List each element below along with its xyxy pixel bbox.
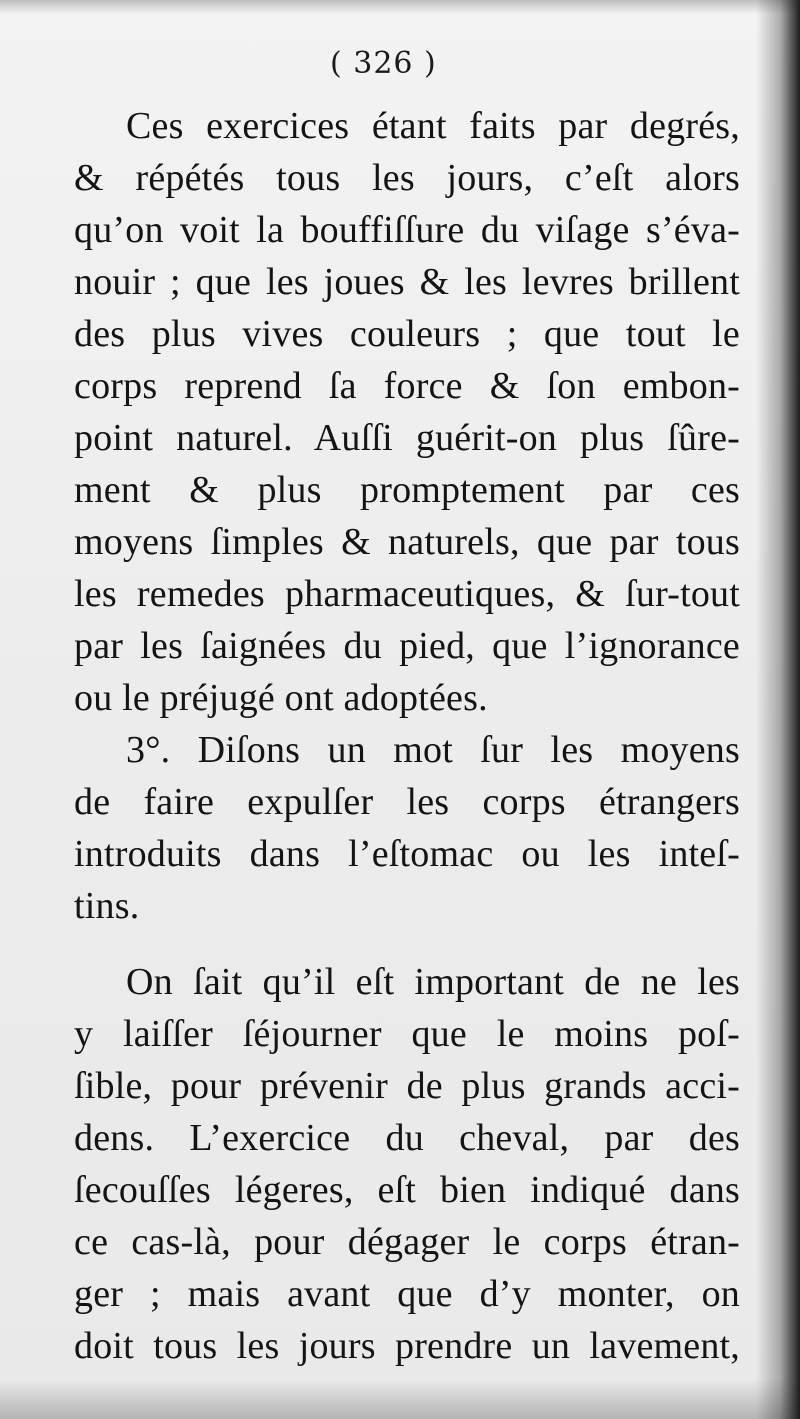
paragraph-3	[74, 956, 740, 1372]
text-line: introduits dans l’eſtomac ou les inteſ-	[74, 833, 740, 875]
text-line: ſecouſſes légeres, eſt bien indiqué dans	[74, 1169, 740, 1211]
paragraph-2	[74, 724, 740, 932]
text-line: doit tous les jours prendre un lavement,	[74, 1325, 740, 1367]
text-line: par les ſaignées du pied, que l’ignorance	[74, 625, 740, 667]
text-line: corps reprend ſa force & ſon embon-	[74, 365, 740, 407]
text-line: ſible, pour prévenir de plus grands acci-	[74, 1065, 740, 1107]
body-text	[74, 100, 740, 1372]
text-line: des plus vives couleurs ; que tout le	[74, 313, 740, 355]
text-line: On ſait qu’il eſt important de ne les	[126, 961, 740, 1003]
page-bottom-shadow	[0, 1379, 800, 1419]
text-line: ment & plus promptement par ces	[74, 469, 740, 511]
text-line: dens. L’exercice du cheval, par des	[74, 1117, 740, 1159]
page-number: ( 326 )	[330, 46, 437, 81]
text-line: ce cas-là, pour dégager le corps étran-	[74, 1221, 740, 1263]
text-line: ou le préjugé ont adoptées.	[74, 677, 488, 719]
text-line: tins.	[74, 885, 140, 927]
text-line: & répétés tous les jours, c’eſt alors	[74, 157, 740, 199]
text-line: moyens ſimples & naturels, que par tous	[74, 521, 740, 563]
page-right-shadow	[756, 0, 800, 1419]
text-line: point naturel. Auſſi guérit-on plus ſûre-	[74, 417, 740, 459]
text-line: Ces exercices étant faits par degrés,	[126, 105, 740, 147]
paragraph-gap	[74, 932, 740, 956]
text-line: les remedes pharmaceutiques, & ſur-tout	[74, 573, 740, 615]
paragraph-1	[74, 100, 740, 724]
text-line: nouir ; que les joues & les levres brillent	[74, 261, 740, 303]
text-line: qu’on voit la bouffiſſure du viſage s’éva-	[74, 209, 740, 251]
text-line: y laiſſer ſéjourner que le moins poſ-	[74, 1013, 740, 1055]
text-line: de faire expulſer les corps étrangers	[74, 781, 740, 823]
text-line: 3°. Diſons un mot ſur les moyens	[126, 729, 740, 771]
text-line: ger ; mais avant que d’y monter, on	[74, 1273, 740, 1315]
page-top-shadow	[0, 0, 800, 14]
